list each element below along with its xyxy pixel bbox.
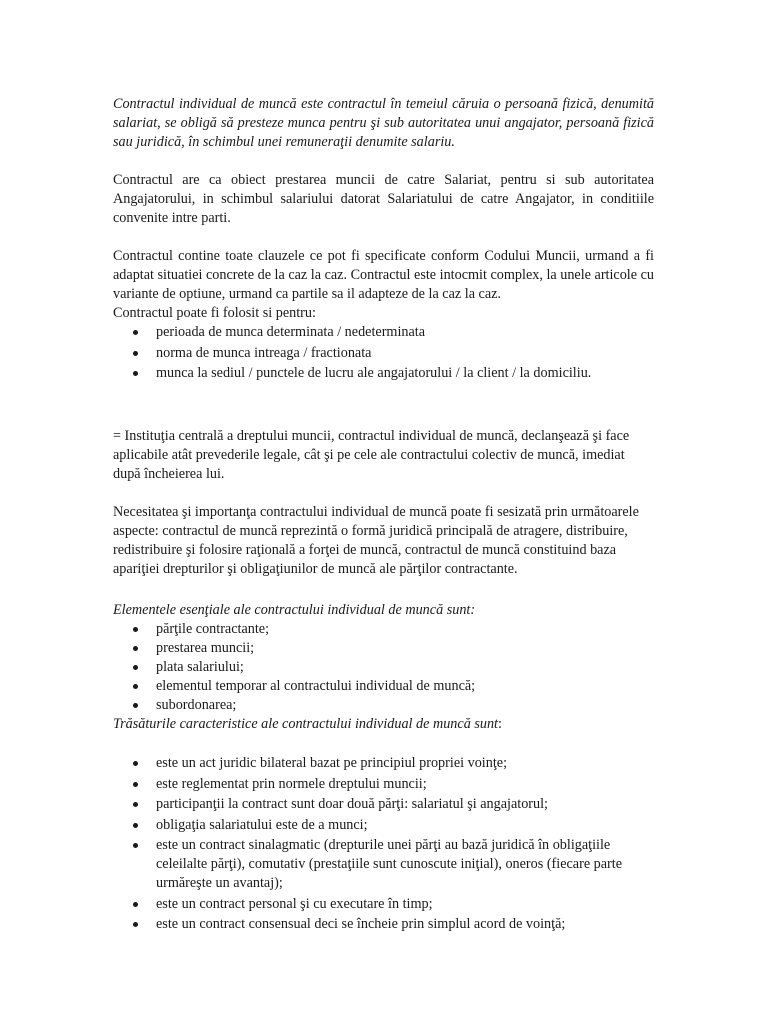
traits-heading xyxy=(113,715,654,734)
list-item: subordonarea; xyxy=(113,696,654,715)
importance-paragraph: Necesitatea şi importanţa contractului individual de muncă poate fi sesizată prin următoarele aspecte: contractul de muncă reprezintă o formă juridică principală de atragere, distribuire, redistribuire şi folosire raţională a forţei de muncă, contractul de muncă constituind baza apariţiei drepturilor şi obligaţiunilor de muncă ale părţilor contractante. xyxy=(113,504,639,577)
traits-heading-text: Trăsăturile caracteristice ale contractului individual de muncă sunt xyxy=(113,716,498,732)
list-item: plata salariului; xyxy=(113,658,654,677)
document-page xyxy=(113,95,654,936)
usage-intro: Contractul poate fi folosit si pentru: xyxy=(113,305,316,321)
list-item: norma de munca intreaga / fractionata xyxy=(113,344,654,363)
institution-paragraph: = Instituţia centrală a dreptului muncii, contractul individual de muncă, declanşează şi face aplicabile atât prevederile legale, cât şi pe cele ale contractului colectiv de muncă, imediat după încheierea lui. xyxy=(113,428,630,482)
list-item: este reglementat prin normele dreptului muncii; xyxy=(113,775,654,794)
list-item: prestarea muncii; xyxy=(113,639,654,658)
traits-heading-colon: : xyxy=(498,716,502,732)
usage-list xyxy=(113,323,654,383)
list-item: perioada de munca determinata / nedeterminata xyxy=(113,323,654,342)
definition-paragraph: Contractul individual de muncă este contractul în temeiul căruia o persoană fizică, denumită salariat, se obligă să presteze munca pentru şi sub autoritatea unui angajator, persoană fizică sau juridică, în schimbul unei remuneraţii denumite salariu. xyxy=(113,96,654,150)
object-paragraph: Contractul are ca obiect prestarea muncii de catre Salariat, pentru si sub autoritatea Angajatorului, in schimbul salariului datorat Salariatului de catre Angajator, in conditiile convenite intre parti. xyxy=(113,172,654,226)
elements-heading: Elementele esenţiale ale contractului individual de muncă sunt: xyxy=(113,602,476,618)
list-item: participanţii la contract sunt doar două părţi: salariatul şi angajatorul; xyxy=(113,795,654,814)
list-item: elementul temporar al contractului individual de muncă; xyxy=(113,677,654,696)
list-item: este un contract sinalagmatic (drepturile unei părţi au bază juridică în obligaţiile celeilalte părţi), comutativ (prestaţiile sunt cunoscute iniţial), oneros (fiecare parte urmăreşte un avantaj); xyxy=(113,836,654,893)
list-item: obligaţia salariatului este de a munci; xyxy=(113,816,654,835)
list-item: este un act juridic bilateral bazat pe principiul propriei voinţe; xyxy=(113,754,654,773)
traits-list xyxy=(113,754,654,934)
list-item: părţile contractante; xyxy=(113,620,654,639)
elements-list xyxy=(113,620,654,715)
list-item: munca la sediul / punctele de lucru ale angajatorului / la client / la domiciliu. xyxy=(113,364,654,383)
list-item: este un contract consensual deci se încheie prin simplul acord de voinţă; xyxy=(113,915,654,934)
list-item: este un contract personal şi cu executare în timp; xyxy=(113,895,654,914)
clauses-paragraph: Contractul contine toate clauzele ce pot fi specificate conform Codului Muncii, urmand a fi adaptat situatiei concrete de la caz la caz. Contractul este intocmit complex, la unele articole cu variante de optiune, urmand ca partile sa il adapteze de la caz la caz. xyxy=(113,248,654,302)
